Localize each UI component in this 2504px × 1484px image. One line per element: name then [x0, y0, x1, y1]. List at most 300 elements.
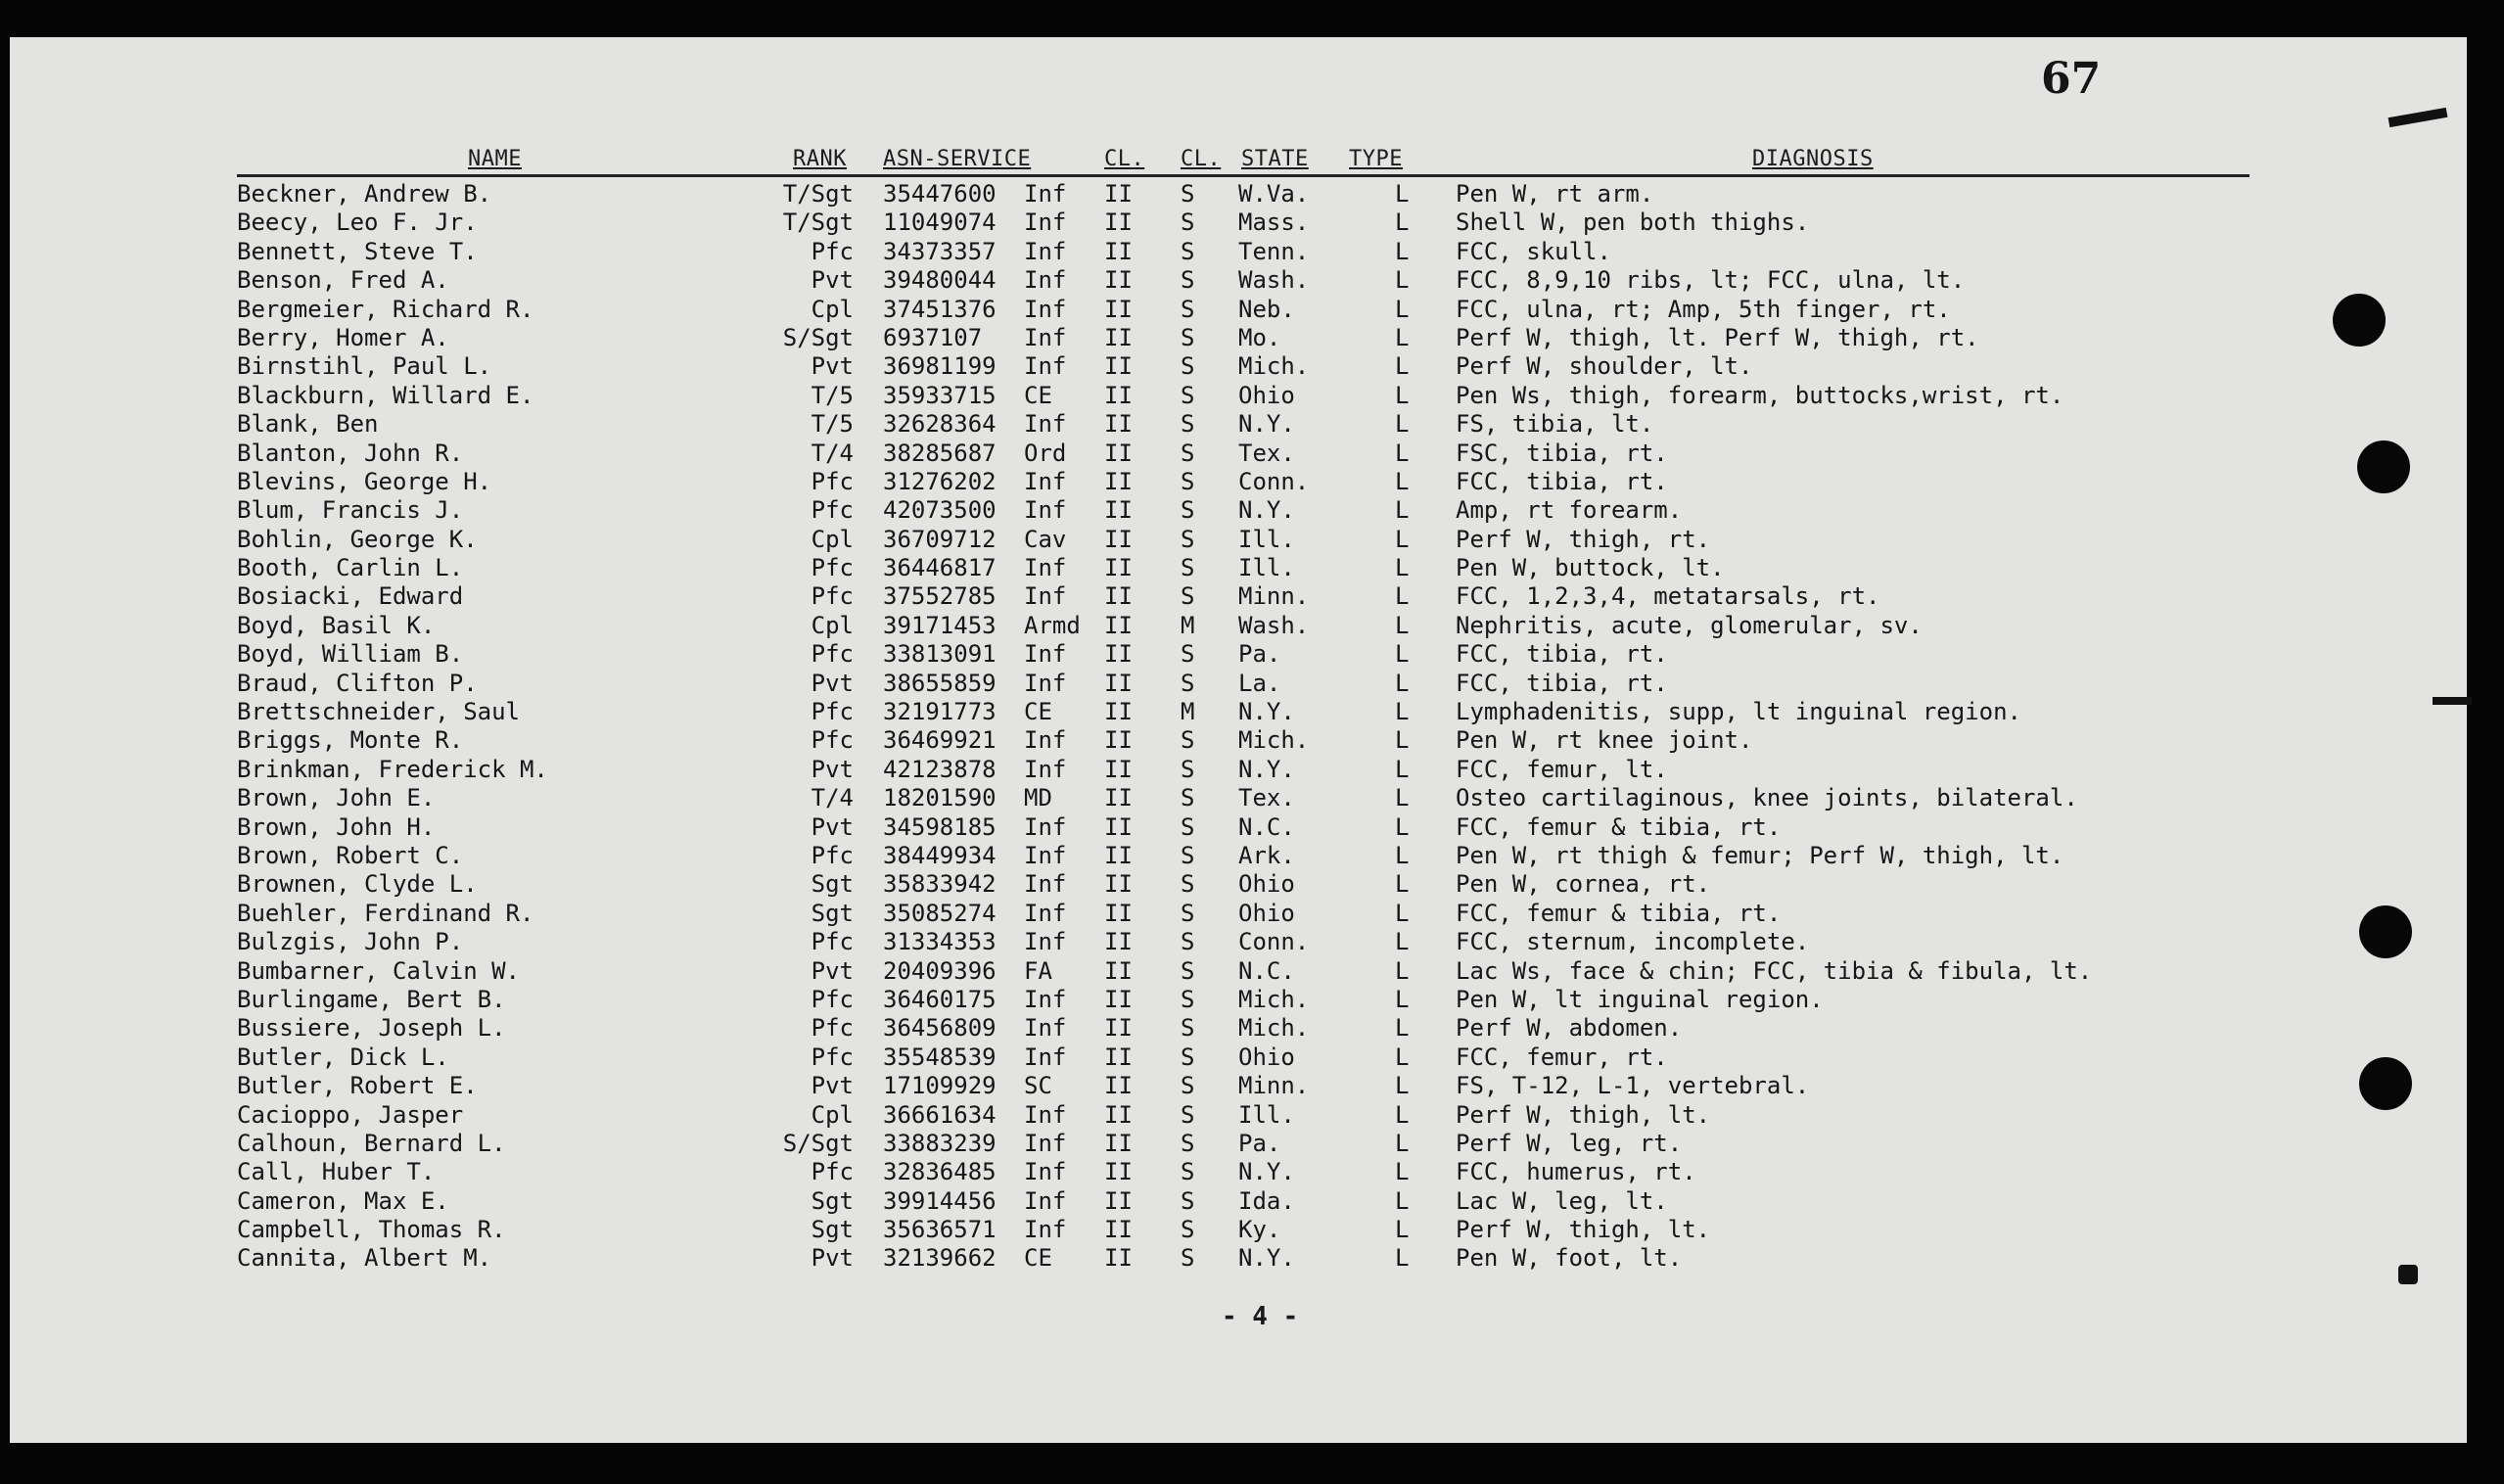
cell-name: Berry, Homer A. [237, 323, 449, 351]
cell-asn: 35447600 [883, 180, 997, 208]
table-row [0, 410, 2504, 439]
table-row [0, 1244, 2504, 1273]
cell-service: Inf [1024, 669, 1067, 697]
cell-name: Bumbarner, Calvin W. [237, 956, 520, 985]
cell-diagnosis: FSC, tibia, rt. [1456, 439, 1668, 467]
cell-asn: 38449934 [883, 841, 997, 869]
cell-class-1: II [1104, 295, 1133, 323]
cell-service: Cav [1024, 525, 1067, 553]
table-row [0, 813, 2504, 842]
cell-class-1: II [1104, 640, 1133, 669]
cell-diagnosis: FCC, humerus, rt. [1456, 1158, 1696, 1186]
cell-type: L [1395, 669, 1410, 697]
cell-service: CE [1024, 1244, 1052, 1273]
cell-class-2: S [1181, 726, 1195, 755]
edge-mark [2433, 697, 2472, 705]
table-row [0, 324, 2504, 352]
cell-class-2: S [1181, 841, 1195, 869]
cell-rank: Pfc [811, 726, 854, 755]
cell-type: L [1395, 611, 1410, 639]
cell-class-1: II [1104, 439, 1133, 467]
cell-class-2: S [1181, 870, 1195, 899]
cell-asn: 33813091 [883, 640, 997, 669]
cell-class-1: II [1104, 1043, 1133, 1071]
cell-class-1: II [1104, 1129, 1133, 1157]
cell-service: Inf [1024, 180, 1067, 208]
cell-asn: 31276202 [883, 467, 997, 495]
cell-type: L [1395, 1043, 1410, 1071]
cell-type: L [1395, 1014, 1410, 1043]
binder-hole [2359, 1057, 2412, 1110]
cell-class-2: S [1181, 1014, 1195, 1043]
cell-diagnosis: Lac W, leg, lt. [1456, 1186, 1668, 1215]
cell-class-1: II [1104, 1072, 1133, 1100]
cell-rank: Pvt [811, 1244, 854, 1273]
cell-service: Inf [1024, 1216, 1067, 1244]
table-row [0, 900, 2504, 928]
cell-state: Conn. [1238, 928, 1310, 956]
cell-type: L [1395, 295, 1410, 323]
cell-diagnosis: FCC, skull. [1456, 237, 1611, 265]
cell-class-2: S [1181, 1244, 1195, 1273]
cell-name: Bergmeier, Richard R. [237, 295, 534, 323]
binder-hole [2359, 905, 2412, 958]
cell-diagnosis: FCC, tibia, rt. [1456, 640, 1668, 669]
cell-class-1: II [1104, 956, 1133, 985]
cell-rank: Pfc [811, 1158, 854, 1186]
cell-type: L [1395, 784, 1410, 812]
cell-name: Cameron, Max E. [237, 1186, 449, 1215]
cell-name: Bosiacki, Edward [237, 582, 464, 611]
cell-class-1: II [1104, 582, 1133, 611]
cell-service: Inf [1024, 640, 1067, 669]
cell-class-2: S [1181, 985, 1195, 1013]
cell-diagnosis: Pen W, rt knee joint. [1456, 726, 1753, 755]
cell-diagnosis: Pen W, lt inguinal region. [1456, 985, 1824, 1013]
table-row [0, 928, 2504, 956]
cell-class-1: II [1104, 1186, 1133, 1215]
cell-service: Inf [1024, 1129, 1067, 1157]
cell-class-1: II [1104, 698, 1133, 726]
cell-asn: 39914456 [883, 1186, 997, 1215]
cell-class-1: II [1104, 812, 1133, 841]
table-row [0, 1043, 2504, 1072]
cell-asn: 34598185 [883, 812, 997, 841]
header-asn-service: ASN-SERVICE [883, 147, 1032, 171]
cell-state: Mich. [1238, 985, 1310, 1013]
cell-rank: Pfc [811, 237, 854, 265]
cell-class-1: II [1104, 611, 1133, 639]
cell-class-1: II [1104, 669, 1133, 697]
cell-asn: 17109929 [883, 1072, 997, 1100]
table-row [0, 784, 2504, 812]
page-number: 67 [2041, 54, 2102, 104]
cell-class-2: S [1181, 554, 1195, 582]
cell-asn: 18201590 [883, 784, 997, 812]
cell-type: L [1395, 640, 1410, 669]
cell-rank: Cpl [811, 295, 854, 323]
cell-name: Cannita, Albert M. [237, 1244, 492, 1273]
cell-class-1: II [1104, 726, 1133, 755]
cell-class-1: II [1104, 323, 1133, 351]
cell-class-1: II [1104, 410, 1133, 439]
cell-service: Inf [1024, 1014, 1067, 1043]
cell-diagnosis: Lymphadenitis, supp, lt inguinal region. [1456, 698, 2021, 726]
cell-class-1: II [1104, 841, 1133, 869]
cell-rank: T/4 [811, 439, 854, 467]
cell-name: Brettschneider, Saul [237, 698, 520, 726]
cell-diagnosis: Nephritis, acute, glomerular, sv. [1456, 611, 1923, 639]
cell-service: Inf [1024, 1043, 1067, 1071]
cell-asn: 38285687 [883, 439, 997, 467]
cell-class-2: S [1181, 352, 1195, 381]
cell-rank: Pfc [811, 1014, 854, 1043]
table-row [0, 526, 2504, 554]
cell-name: Bulzgis, John P. [237, 928, 464, 956]
cell-rank: Pfc [811, 1043, 854, 1071]
cell-asn: 33883239 [883, 1129, 997, 1157]
cell-state: Ohio [1238, 1043, 1295, 1071]
cell-diagnosis: Pen W, foot, lt. [1456, 1244, 1683, 1273]
cell-class-1: II [1104, 525, 1133, 553]
cell-service: Inf [1024, 985, 1067, 1013]
cell-type: L [1395, 1072, 1410, 1100]
cell-state: Minn. [1238, 1072, 1310, 1100]
cell-state: Pa. [1238, 1129, 1281, 1157]
cell-service: MD [1024, 784, 1052, 812]
cell-asn: 20409396 [883, 956, 997, 985]
cell-asn: 32836485 [883, 1158, 997, 1186]
cell-state: La. [1238, 669, 1281, 697]
cell-asn: 36456809 [883, 1014, 997, 1043]
cell-state: Neb. [1238, 295, 1295, 323]
table-row [0, 352, 2504, 381]
cell-rank: Pfc [811, 554, 854, 582]
cell-state: N.C. [1238, 812, 1295, 841]
cell-state: Ill. [1238, 525, 1295, 553]
cell-rank: Pvt [811, 1072, 854, 1100]
cell-diagnosis: FCC, tibia, rt. [1456, 669, 1668, 697]
cell-diagnosis: FCC, femur, rt. [1456, 1043, 1668, 1071]
cell-type: L [1395, 726, 1410, 755]
cell-name: Boyd, William B. [237, 640, 464, 669]
cell-rank: Pfc [811, 582, 854, 611]
cell-class-2: S [1181, 640, 1195, 669]
cell-class-1: II [1104, 237, 1133, 265]
cell-diagnosis: Pen W, buttock, lt. [1456, 554, 1725, 582]
cell-class-2: S [1181, 1158, 1195, 1186]
cell-state: Ky. [1238, 1216, 1281, 1244]
cell-service: Inf [1024, 582, 1067, 611]
cell-service: CE [1024, 698, 1052, 726]
cell-state: Ohio [1238, 381, 1295, 409]
cell-asn: 36446817 [883, 554, 997, 582]
cell-class-2: S [1181, 1216, 1195, 1244]
cell-asn: 36709712 [883, 525, 997, 553]
cell-rank: Pfc [811, 985, 854, 1013]
cell-state: Ida. [1238, 1186, 1295, 1215]
cell-state: Ark. [1238, 841, 1295, 869]
cell-state: Tex. [1238, 784, 1295, 812]
header-class-1: CL. [1104, 147, 1145, 171]
cell-type: L [1395, 812, 1410, 841]
cell-class-1: II [1104, 1158, 1133, 1186]
cell-class-2: S [1181, 928, 1195, 956]
cell-rank: Pvt [811, 669, 854, 697]
cell-diagnosis: Pen W, rt arm. [1456, 180, 1654, 208]
table-row [0, 1072, 2504, 1100]
cell-name: Call, Huber T. [237, 1158, 436, 1186]
table-row [0, 554, 2504, 582]
cell-rank: Pvt [811, 266, 854, 295]
cell-state: N.Y. [1238, 1244, 1295, 1273]
cell-asn: 36469921 [883, 726, 997, 755]
cell-state: Mo. [1238, 323, 1281, 351]
cell-name: Brownen, Clyde L. [237, 870, 478, 899]
cell-type: L [1395, 1186, 1410, 1215]
cell-asn: 42123878 [883, 755, 997, 783]
cell-diagnosis: Perf W, thigh, lt. [1456, 1216, 1711, 1244]
cell-state: N.Y. [1238, 755, 1295, 783]
cell-class-2: S [1181, 812, 1195, 841]
cell-rank: Sgt [811, 870, 854, 899]
cell-type: L [1395, 1158, 1410, 1186]
cell-type: L [1395, 870, 1410, 899]
cell-rank: Pfc [811, 928, 854, 956]
cell-name: Brown, John E. [237, 784, 436, 812]
cell-service: CE [1024, 381, 1052, 409]
cell-service: Inf [1024, 812, 1067, 841]
cell-state: Mich. [1238, 352, 1310, 381]
cell-diagnosis: Osteo cartilaginous, knee joints, bilateral. [1456, 784, 2078, 812]
cell-class-1: II [1104, 870, 1133, 899]
cell-name: Butler, Dick L. [237, 1043, 449, 1071]
header-type: TYPE [1349, 147, 1403, 171]
table-row [0, 957, 2504, 986]
cell-type: L [1395, 985, 1410, 1013]
cell-type: L [1395, 410, 1410, 439]
cell-state: Conn. [1238, 467, 1310, 495]
cell-rank: Pvt [811, 755, 854, 783]
cell-class-2: S [1181, 956, 1195, 985]
cell-diagnosis: FCC, sternum, incomplete. [1456, 928, 1810, 956]
cell-class-2: S [1181, 1129, 1195, 1157]
cell-class-1: II [1104, 899, 1133, 927]
table-row [0, 1187, 2504, 1216]
cell-rank: Pfc [811, 467, 854, 495]
cell-class-1: II [1104, 755, 1133, 783]
cell-diagnosis: FCC, femur & tibia, rt. [1456, 899, 1782, 927]
table-row [0, 842, 2504, 870]
cell-class-1: II [1104, 381, 1133, 409]
cell-asn: 37552785 [883, 582, 997, 611]
cell-class-2: S [1181, 1043, 1195, 1071]
cell-service: FA [1024, 956, 1052, 985]
cell-class-1: II [1104, 209, 1133, 237]
cell-asn: 35085274 [883, 899, 997, 927]
cell-asn: 35833942 [883, 870, 997, 899]
cell-class-2: S [1181, 525, 1195, 553]
table-row [0, 670, 2504, 698]
cell-type: L [1395, 956, 1410, 985]
cell-name: Beckner, Andrew B. [237, 180, 492, 208]
cell-rank: Pvt [811, 812, 854, 841]
cell-state: N.Y. [1238, 496, 1295, 525]
cell-asn: 6937107 [883, 323, 983, 351]
cell-service: Inf [1024, 1100, 1067, 1129]
cell-type: L [1395, 1100, 1410, 1129]
table-row [0, 726, 2504, 755]
cell-diagnosis: FCC, 8,9,10 ribs, lt; FCC, ulna, lt. [1456, 266, 1966, 295]
cell-type: L [1395, 180, 1410, 208]
cell-class-2: S [1181, 467, 1195, 495]
cell-asn: 34373357 [883, 237, 997, 265]
cell-name: Brown, Robert C. [237, 841, 464, 869]
cell-asn: 36460175 [883, 985, 997, 1013]
cell-service: Inf [1024, 266, 1067, 295]
cell-diagnosis: FS, T-12, L-1, vertebral. [1456, 1072, 1810, 1100]
cell-diagnosis: Amp, rt forearm. [1456, 496, 1683, 525]
cell-name: Briggs, Monte R. [237, 726, 464, 755]
cell-name: Blackburn, Willard E. [237, 381, 534, 409]
cell-service: Inf [1024, 726, 1067, 755]
cell-state: Tex. [1238, 439, 1295, 467]
cell-asn: 39480044 [883, 266, 997, 295]
cell-class-2: S [1181, 410, 1195, 439]
cell-state: N.Y. [1238, 1158, 1295, 1186]
binder-hole [2357, 441, 2410, 493]
cell-state: Wash. [1238, 611, 1310, 639]
cell-state: Ill. [1238, 554, 1295, 582]
binder-hole [2333, 294, 2386, 347]
cell-asn: 35548539 [883, 1043, 997, 1071]
header-state: STATE [1241, 147, 1309, 171]
cell-type: L [1395, 554, 1410, 582]
cell-service: Ord [1024, 439, 1067, 467]
cell-rank: S/Sgt [782, 323, 854, 351]
cell-service: Inf [1024, 410, 1067, 439]
cell-service: Inf [1024, 496, 1067, 525]
cell-name: Bohlin, George K. [237, 525, 478, 553]
cell-class-2: M [1181, 611, 1195, 639]
cell-state: Ill. [1238, 1100, 1295, 1129]
cell-type: L [1395, 323, 1410, 351]
cell-service: Inf [1024, 1158, 1067, 1186]
cell-name: Cacioppo, Jasper [237, 1100, 464, 1129]
cell-class-1: II [1104, 1100, 1133, 1129]
cell-asn: 35636571 [883, 1216, 997, 1244]
cell-class-1: II [1104, 1244, 1133, 1273]
table-row [0, 986, 2504, 1014]
cell-service: Inf [1024, 209, 1067, 237]
table-row [0, 209, 2504, 237]
cell-name: Blank, Ben [237, 410, 379, 439]
cell-rank: Sgt [811, 899, 854, 927]
cell-type: L [1395, 899, 1410, 927]
cell-rank: Cpl [811, 611, 854, 639]
cell-type: L [1395, 467, 1410, 495]
cell-state: Minn. [1238, 582, 1310, 611]
cell-class-2: S [1181, 237, 1195, 265]
table-row [0, 612, 2504, 640]
edge-mark [2398, 1265, 2418, 1284]
cell-name: Brinkman, Frederick M. [237, 755, 548, 783]
cell-rank: T/Sgt [782, 180, 854, 208]
cell-name: Calhoun, Bernard L. [237, 1129, 506, 1157]
cell-name: Blevins, George H. [237, 467, 492, 495]
cell-type: L [1395, 439, 1410, 467]
table-row [0, 238, 2504, 266]
header-class-2: CL. [1181, 147, 1222, 171]
cell-class-2: S [1181, 209, 1195, 237]
cell-service: Inf [1024, 755, 1067, 783]
table-row [0, 870, 2504, 899]
cell-type: L [1395, 841, 1410, 869]
cell-state: N.C. [1238, 956, 1295, 985]
cell-name: Campbell, Thomas R. [237, 1216, 506, 1244]
table-row [0, 296, 2504, 324]
cell-service: Inf [1024, 841, 1067, 869]
cell-diagnosis: Perf W, shoulder, lt. [1456, 352, 1753, 381]
cell-class-2: S [1181, 439, 1195, 467]
cell-type: L [1395, 237, 1410, 265]
cell-class-2: S [1181, 784, 1195, 812]
cell-asn: 42073500 [883, 496, 997, 525]
cell-state: Mich. [1238, 726, 1310, 755]
cell-name: Blanton, John R. [237, 439, 464, 467]
cell-service: Armd [1024, 611, 1081, 639]
cell-asn: 36981199 [883, 352, 997, 381]
cell-diagnosis: Perf W, abdomen. [1456, 1014, 1683, 1043]
cell-rank: S/Sgt [782, 1129, 854, 1157]
casualty-table [0, 180, 2504, 1274]
cell-state: Mich. [1238, 1014, 1310, 1043]
cell-asn: 32628364 [883, 410, 997, 439]
cell-class-1: II [1104, 352, 1133, 381]
cell-rank: Sgt [811, 1216, 854, 1244]
cell-diagnosis: Perf W, thigh, lt. [1456, 1100, 1711, 1129]
cell-state: Ohio [1238, 870, 1295, 899]
cell-rank: Sgt [811, 1186, 854, 1215]
cell-asn: 35933715 [883, 381, 997, 409]
table-row [0, 266, 2504, 295]
cell-service: Inf [1024, 870, 1067, 899]
cell-rank: T/5 [811, 410, 854, 439]
cell-name: Buehler, Ferdinand R. [237, 899, 534, 927]
table-row [0, 1158, 2504, 1186]
cell-rank: Pfc [811, 841, 854, 869]
cell-class-2: S [1181, 899, 1195, 927]
cell-rank: T/4 [811, 784, 854, 812]
cell-type: L [1395, 1129, 1410, 1157]
cell-type: L [1395, 755, 1410, 783]
cell-class-1: II [1104, 266, 1133, 295]
cell-diagnosis: Perf W, leg, rt. [1456, 1129, 1683, 1157]
cell-rank: Cpl [811, 1100, 854, 1129]
cell-rank: T/Sgt [782, 209, 854, 237]
header-rule [237, 174, 2249, 177]
table-row [0, 180, 2504, 209]
cell-class-2: M [1181, 698, 1195, 726]
table-row [0, 1130, 2504, 1158]
cell-class-1: II [1104, 1216, 1133, 1244]
cell-type: L [1395, 582, 1410, 611]
cell-diagnosis: Pen Ws, thigh, forearm, buttocks,wrist, rt. [1456, 381, 2064, 409]
cell-class-2: S [1181, 582, 1195, 611]
cell-class-1: II [1104, 554, 1133, 582]
cell-state: N.Y. [1238, 698, 1295, 726]
cell-rank: Pfc [811, 496, 854, 525]
